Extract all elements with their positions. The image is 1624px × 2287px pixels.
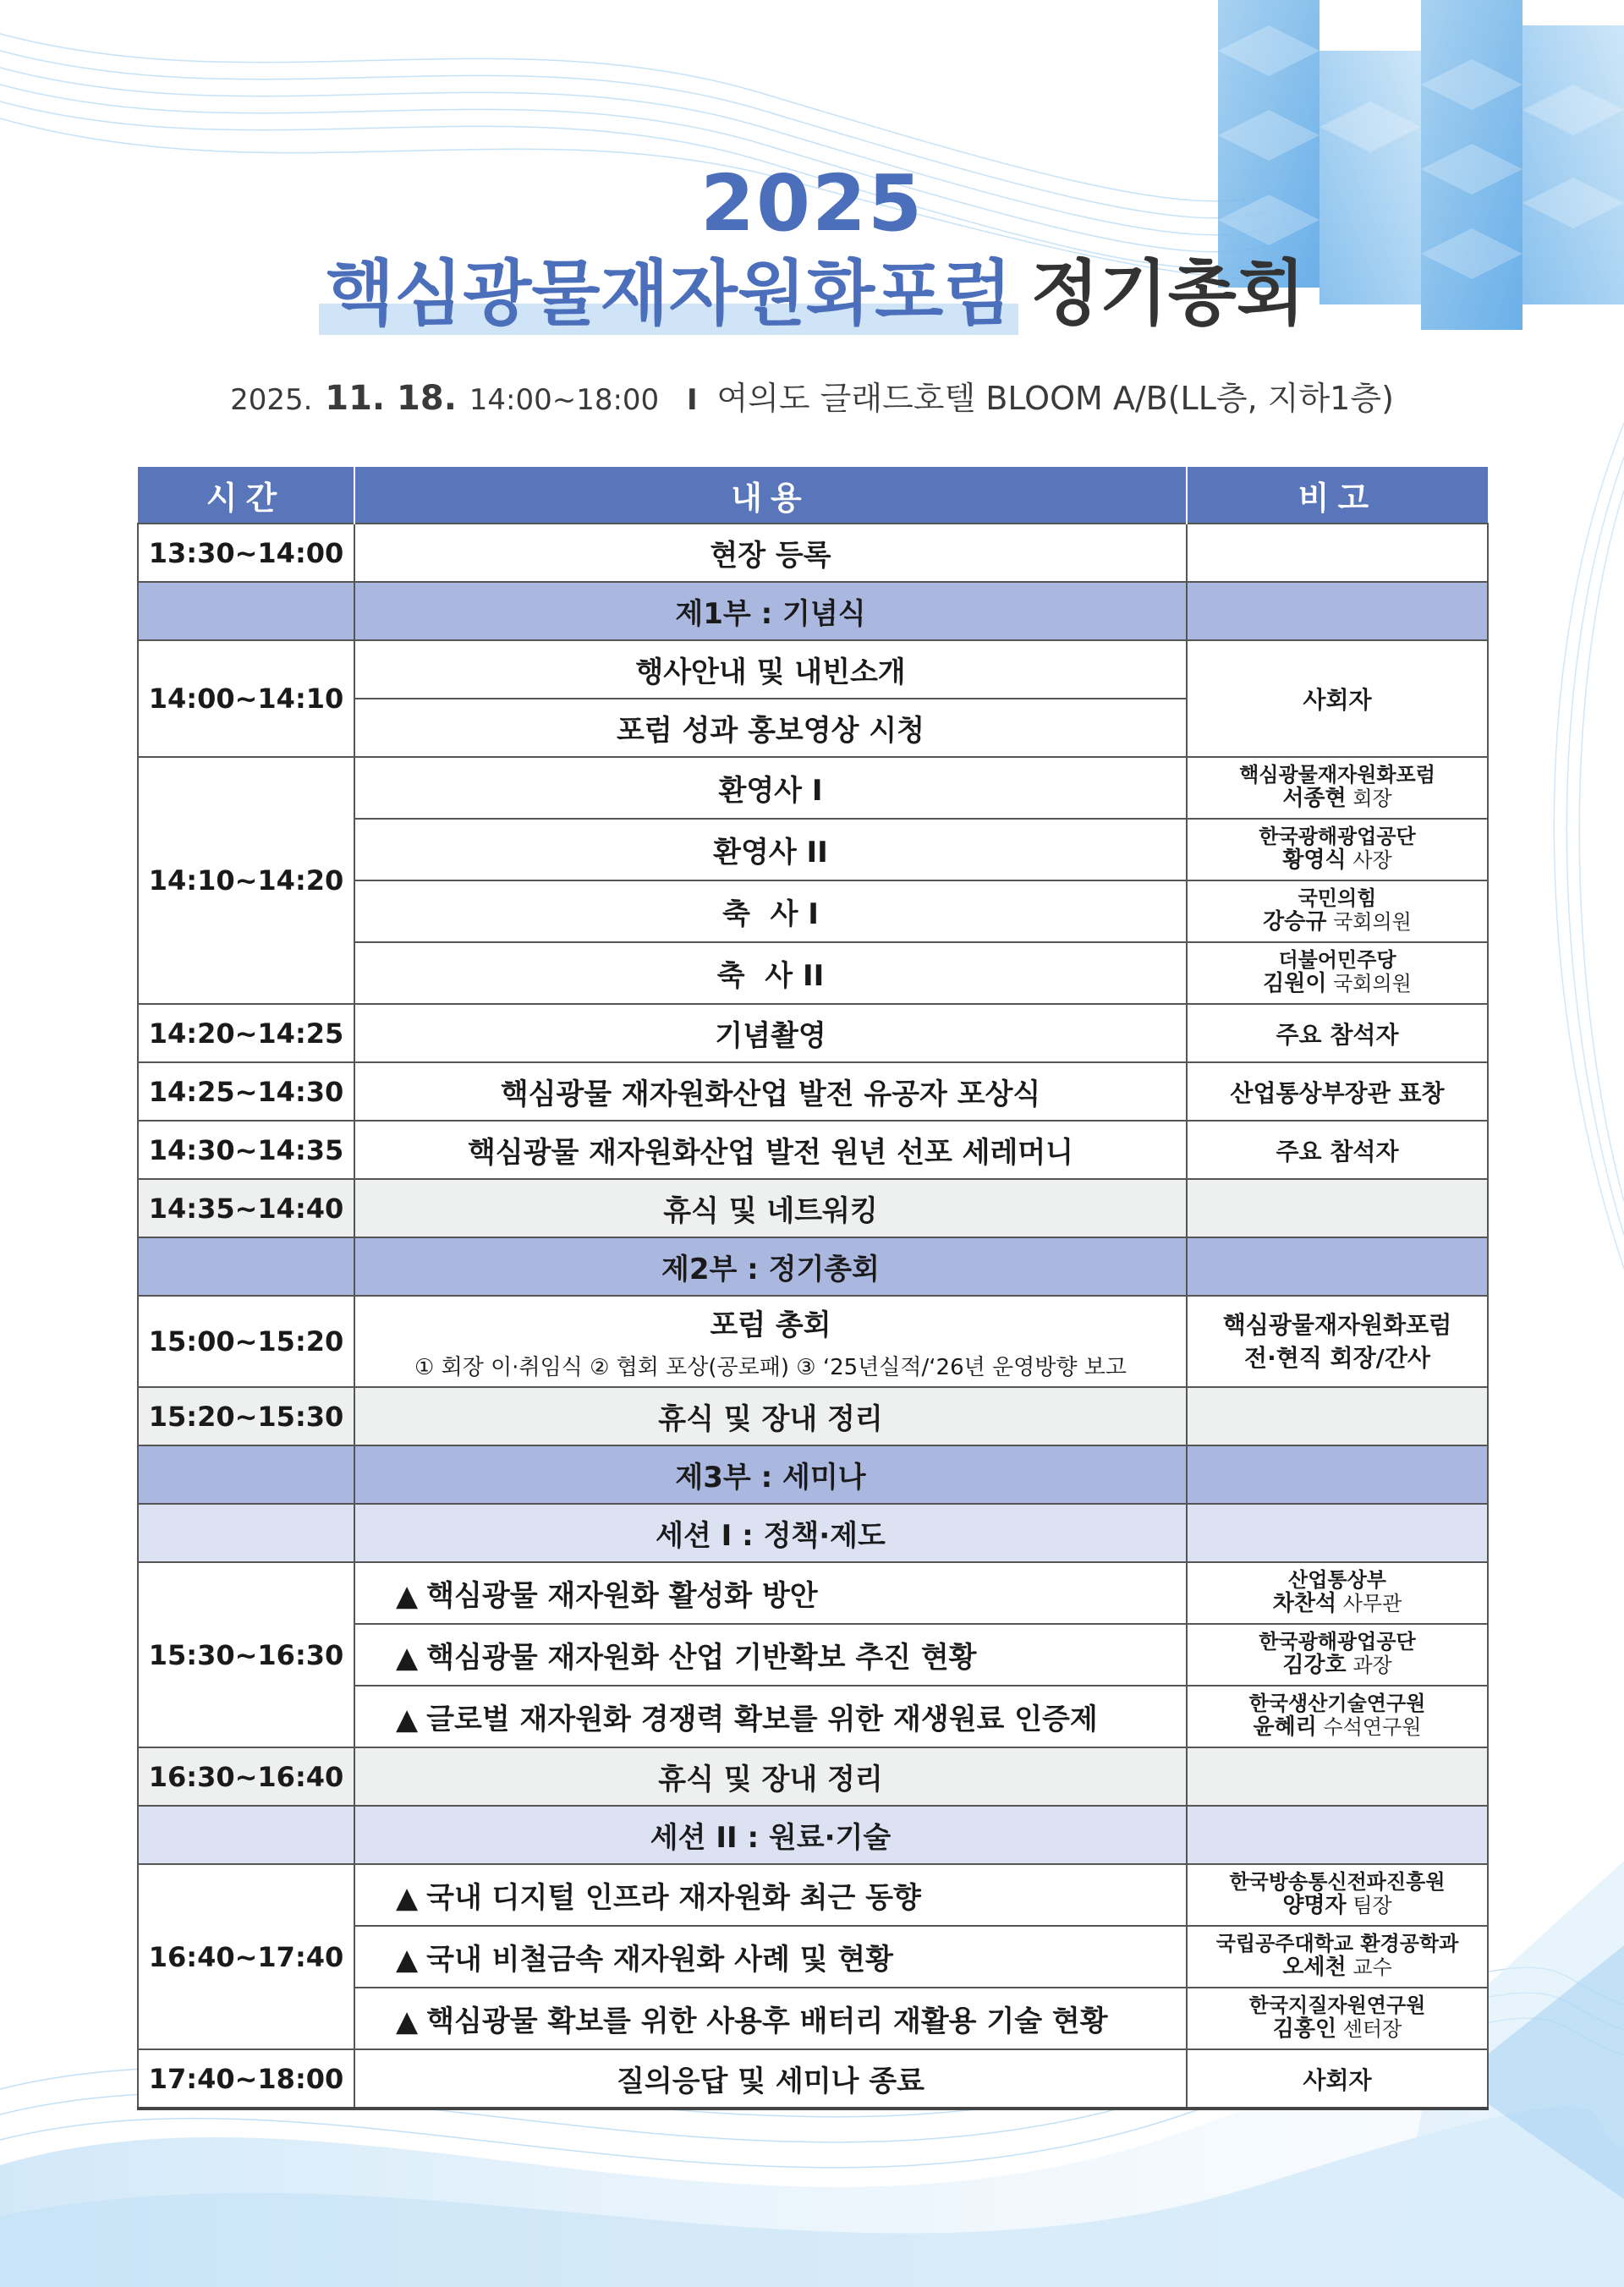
note-cell — [1187, 1296, 1488, 1387]
table-header-row — [138, 467, 1488, 524]
venue: 여의도 글래드호텔 BLOOM A/B(LL층, 지하1층) — [716, 379, 1394, 417]
content-cell: 축 사 II — [354, 942, 1187, 1004]
time-cell — [138, 1504, 354, 1562]
break-row — [138, 1747, 1488, 1806]
part-row — [138, 582, 1488, 640]
note-cell: 사회자 — [1187, 640, 1488, 757]
part-row — [138, 1237, 1488, 1296]
note-cell — [1187, 582, 1488, 640]
content-cell: 휴식 및 장내 정리 — [354, 1747, 1187, 1806]
note-cell — [1187, 1926, 1488, 1988]
note-cell — [1187, 1387, 1488, 1445]
content-cell: 축 사 I — [354, 880, 1187, 942]
note-cell — [1187, 819, 1488, 880]
note-org: 한국생산기술연구원 — [1248, 1691, 1426, 1715]
break-row — [138, 1387, 1488, 1445]
note-title: 국회의원 — [1333, 910, 1412, 935]
lecture-title: 국내 디지털 인프라 재자원화 최근 동향 — [426, 1881, 921, 1915]
note-cell: 주요 참석자 — [1187, 1121, 1488, 1179]
note-cell — [1187, 1747, 1488, 1806]
note-person — [1282, 848, 1391, 872]
note-person — [1282, 1894, 1391, 1917]
note-org: 한국광해광업공단 — [1259, 824, 1416, 848]
lecture-cell — [354, 1926, 1187, 1988]
time-cell: 13:30~14:00 — [138, 524, 354, 582]
note-name: 김홍인 — [1272, 2016, 1337, 2043]
note-cell — [1187, 757, 1488, 819]
content-cell: 기념촬영 — [354, 1004, 1187, 1062]
triangle-bullet-icon: ▲ — [396, 1703, 419, 1736]
lecture-cell — [354, 1686, 1187, 1747]
note-cell: 산업통상부장관 표창 — [1187, 1062, 1488, 1121]
content-cell: 포럼 성과 홍보영상 시청 — [354, 699, 1187, 757]
note-title: 과장 — [1352, 1654, 1392, 1678]
table-row — [138, 1562, 1488, 1624]
note-cell — [1187, 1686, 1488, 1747]
note-line: 전·현직 회장/간사 — [1244, 1344, 1430, 1372]
note-org: 한국방송통신전파진흥원 — [1229, 1869, 1446, 1894]
note-cell — [1187, 1988, 1488, 2049]
event-year: 2025 — [700, 158, 924, 249]
note-name: 황영식 — [1282, 847, 1347, 874]
note-cell — [1187, 524, 1488, 582]
content-cell: 질의응답 및 세미나 종료 — [354, 2049, 1187, 2109]
title-forum-name: 핵심광물재자원화포럼 — [319, 252, 1018, 335]
time-cell: 16:30~16:40 — [138, 1747, 354, 1806]
time-range: 14:00~18:00 — [469, 382, 660, 417]
table-row — [138, 1004, 1488, 1062]
content-cell: 환영사 II — [354, 819, 1187, 880]
content-cell: 환영사 I — [354, 757, 1187, 819]
note-line: 핵심광물재자원화포럼 — [1222, 1310, 1452, 1339]
part-title: 제1부 : 기념식 — [354, 582, 1187, 640]
note-name: 오세천 — [1282, 1955, 1347, 1981]
note-cell — [1187, 1237, 1488, 1296]
part-row — [138, 1445, 1488, 1504]
content-cell: 핵심광물 재자원화산업 발전 원년 선포 세레머니 — [354, 1121, 1187, 1179]
table-row — [138, 1864, 1488, 1926]
time-cell: 14:00~14:10 — [138, 640, 354, 757]
note-cell — [1187, 1806, 1488, 1864]
time-cell: 14:10~14:20 — [138, 757, 354, 1004]
lecture-title: 핵심광물 재자원화 산업 기반확보 추진 현황 — [426, 1641, 977, 1675]
time-cell — [138, 1445, 354, 1504]
note-person — [1282, 1955, 1391, 1979]
lecture-title: 국내 비철금속 재자원화 사례 및 현황 — [426, 1943, 893, 1977]
note-cell — [1187, 1504, 1488, 1562]
table-row — [138, 757, 1488, 819]
note-org: 핵심광물재자원화포럼 — [1239, 762, 1435, 787]
time-cell: 14:35~14:40 — [138, 1179, 354, 1237]
date-main: 11. 18. — [325, 378, 457, 418]
note-name: 서종현 — [1282, 786, 1347, 812]
event-title — [0, 253, 1624, 335]
note-name: 윤혜리 — [1253, 1714, 1317, 1741]
note-title: 회장 — [1352, 787, 1392, 811]
triangle-bullet-icon: ▲ — [396, 1579, 419, 1613]
note-person — [1273, 2017, 1402, 2041]
session-row — [138, 1504, 1488, 1562]
lecture-cell — [354, 1864, 1187, 1926]
note-cell — [1187, 1179, 1488, 1237]
note-name: 김강호 — [1282, 1653, 1347, 1679]
note-cell — [1187, 880, 1488, 942]
session-title: 세션 I : 정책·제도 — [354, 1504, 1187, 1562]
note-person — [1254, 1715, 1422, 1739]
time-cell: 14:20~14:25 — [138, 1004, 354, 1062]
note-name: 강승규 — [1263, 909, 1327, 935]
note-cell — [1187, 1445, 1488, 1504]
part-title: 제2부 : 정기총회 — [354, 1237, 1187, 1296]
assembly-agenda: ① 회장 이·취임식 ② 협회 포상(공로패) ③ ‘25년실적/‘26년 운영방향 보고 — [414, 1355, 1127, 1380]
note-title: 국회의원 — [1333, 972, 1412, 996]
lecture-title: 핵심광물 재자원화 활성화 방안 — [426, 1579, 818, 1613]
triangle-bullet-icon: ▲ — [396, 1881, 419, 1915]
time-cell: 15:30~16:30 — [138, 1562, 354, 1747]
time-cell — [138, 1237, 354, 1296]
header-note: 비고 — [1187, 467, 1488, 524]
triangle-bullet-icon: ▲ — [396, 1641, 419, 1675]
date-prefix: 2025. — [230, 382, 313, 417]
note-person — [1282, 1654, 1391, 1677]
lecture-title: 핵심광물 확보를 위한 사용후 배터리 재활용 기술 현황 — [426, 2005, 1108, 2038]
break-row — [138, 1179, 1488, 1237]
table-row — [138, 524, 1488, 582]
note-cell — [1187, 1624, 1488, 1686]
header-time: 시간 — [138, 467, 354, 524]
note-title: 사장 — [1352, 848, 1392, 873]
note-title: 사무관 — [1342, 1592, 1402, 1616]
note-name: 차찬석 — [1272, 1591, 1337, 1617]
table-row — [138, 1296, 1488, 1387]
header — [0, 158, 1624, 419]
time-cell: 14:30~14:35 — [138, 1121, 354, 1179]
table-row — [138, 1121, 1488, 1179]
note-person — [1263, 910, 1412, 934]
time-cell: 15:20~15:30 — [138, 1387, 354, 1445]
lecture-cell — [354, 1624, 1187, 1686]
header-content: 내용 — [354, 467, 1187, 524]
content-cell: 휴식 및 네트워킹 — [354, 1179, 1187, 1237]
note-org: 한국광해광업공단 — [1259, 1629, 1416, 1654]
note-org: 더불어민주당 — [1278, 947, 1396, 972]
assembly-title: 포럼 총회 — [710, 1308, 831, 1342]
table-row — [138, 1062, 1488, 1121]
lecture-cell — [354, 1988, 1187, 2049]
content-cell — [354, 1296, 1187, 1387]
note-title: 팀장 — [1352, 1894, 1392, 1918]
note-cell: 사회자 — [1187, 2049, 1488, 2109]
note-person — [1273, 1592, 1402, 1615]
note-cell — [1187, 1562, 1488, 1624]
content-cell: 휴식 및 장내 정리 — [354, 1387, 1187, 1445]
content-cell: 현장 등록 — [354, 524, 1187, 582]
note-title: 센터장 — [1342, 2017, 1402, 2042]
time-cell: 16:40~17:40 — [138, 1864, 354, 2049]
table-row — [138, 640, 1488, 699]
note-name: 양명자 — [1282, 1893, 1347, 1919]
info-separator: I — [687, 382, 698, 417]
schedule-table — [137, 467, 1489, 2110]
triangle-bullet-icon: ▲ — [396, 1943, 419, 1977]
note-cell — [1187, 1864, 1488, 1926]
note-org: 산업통상부 — [1288, 1567, 1386, 1592]
time-cell: 15:00~15:20 — [138, 1296, 354, 1387]
note-title: 수석연구원 — [1323, 1715, 1422, 1740]
session-title: 세션 II : 원료·기술 — [354, 1806, 1187, 1864]
note-cell: 주요 참석자 — [1187, 1004, 1488, 1062]
title-general-meeting: 정기총회 — [1030, 252, 1306, 335]
note-org: 한국지질자원연구원 — [1248, 1993, 1426, 2017]
note-title: 교수 — [1352, 1955, 1392, 1980]
session-row — [138, 1806, 1488, 1864]
table-row — [138, 2049, 1488, 2109]
lecture-cell — [354, 1562, 1187, 1624]
note-person — [1282, 787, 1391, 810]
time-cell: 17:40~18:00 — [138, 2049, 354, 2109]
content-cell: 핵심광물 재자원화산업 발전 유공자 포상식 — [354, 1062, 1187, 1121]
note-name: 김원이 — [1263, 971, 1327, 997]
time-cell: 14:25~14:30 — [138, 1062, 354, 1121]
content-cell: 행사안내 및 내빈소개 — [354, 640, 1187, 699]
note-org: 국민의힘 — [1298, 886, 1377, 910]
note-org: 국립공주대학교 환경공학과 — [1215, 1931, 1459, 1955]
triangle-bullet-icon: ▲ — [396, 2005, 419, 2038]
lecture-title: 글로벌 재자원화 경쟁력 확보를 위한 재생원료 인증제 — [426, 1703, 1098, 1736]
part-title: 제3부 : 세미나 — [354, 1445, 1187, 1504]
note-person — [1263, 972, 1412, 995]
time-cell — [138, 1806, 354, 1864]
event-info — [0, 372, 1624, 419]
note-cell — [1187, 942, 1488, 1004]
time-cell — [138, 582, 354, 640]
